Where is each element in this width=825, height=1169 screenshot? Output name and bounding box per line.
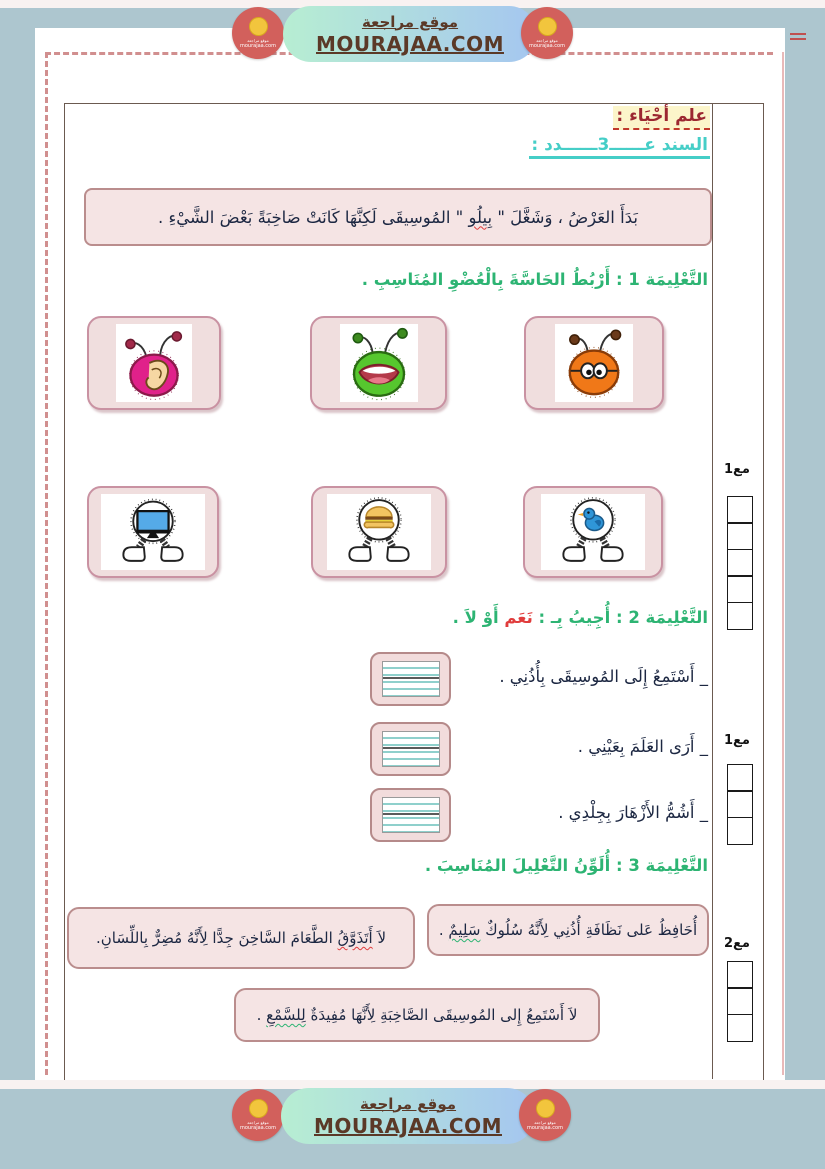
logo-book-icon (536, 1099, 555, 1118)
eyes-creature-image (555, 324, 633, 402)
site-logo-badge-footer-left (232, 1089, 284, 1141)
badge-site-name: موقع مراجعة (247, 38, 269, 43)
grading-boxes-1 (727, 497, 753, 630)
badge-site-name: موقع مراجعة (247, 1120, 269, 1125)
card-eyes-creature[interactable] (524, 316, 664, 410)
option3-marked-word: لِلسَّمْعِ (266, 1006, 306, 1024)
card-television-robot[interactable] (87, 486, 219, 578)
intro-character-name: بِيلُو (468, 207, 493, 227)
site-name-arabic[interactable]: موقع مراجعة (361, 12, 459, 31)
badge-site-url: mourajaa.com (239, 1125, 276, 1131)
margin-mark-label-1: مع1 (724, 462, 750, 477)
badge-site-url: mourajaa.com (528, 43, 565, 49)
site-domain-link[interactable]: MOURAJAA.COM (316, 31, 504, 56)
answer-lines-icon (382, 731, 440, 767)
badge-site-name: موقع مراجعة (534, 1120, 556, 1125)
subject-title: علم أحْيَاء : (540, 106, 710, 126)
margin-mark-label-2: مع1 (724, 733, 750, 748)
answer-box-3[interactable] (370, 788, 451, 842)
grading-boxes-3 (727, 962, 753, 1042)
option1-text-after: الطَّعَامَ السَّاخِنَ جِدًّا لِأَنَّهُ مُضِرٌّ بِاللِّسَانِ. (96, 929, 338, 947)
burger-creature-image (327, 494, 431, 570)
logo-book-icon (249, 1099, 268, 1118)
explanation-option-1[interactable] (67, 907, 415, 969)
answer-box-2[interactable] (370, 722, 451, 776)
option3-text-before: لاَ أَسْتَمِعُ إِلى المُوسِيقَى الصَّاخِبَةِ لِأَنَّهَا مُفِيدَةٌ (305, 1006, 578, 1024)
intro-sentence (158, 208, 638, 227)
intro-text-before: بَدَأَ العَرْضُ ، وَشَغَّلَ " (492, 207, 638, 227)
explanation-option-3[interactable] (234, 988, 600, 1042)
badge-site-url: mourajaa.com (239, 43, 276, 49)
card-bird-creature[interactable] (523, 486, 663, 578)
bird-creature-image (541, 494, 645, 570)
footer-site-banner[interactable] (281, 1088, 535, 1144)
answer-box-1[interactable] (370, 652, 451, 706)
exercise3-title: التَّعْلِيمَة 3 : أُلَوِّنُ التَّعْلِيلَ المُنَاسِبَ . (424, 856, 708, 875)
exercise1-title: التَّعْلِيمَة 1 : أَرْبُطُ الحَاسَّةَ بِالْعُضْوِ المُنَاسِبِ . (361, 270, 708, 289)
badge-site-name: موقع مراجعة (536, 38, 558, 43)
badge-site-url: mourajaa.com (526, 1125, 563, 1131)
site-logo-badge-footer-right (519, 1089, 571, 1141)
edge-marks (790, 30, 806, 43)
television-robot-image (101, 494, 205, 570)
option2-text-after: . (438, 921, 449, 939)
site-domain-link[interactable]: MOURAJAA.COM (314, 1113, 502, 1138)
mouth-creature-image (340, 324, 418, 402)
option2-text-before: أُحَافِظُ عَلى نَظَافَةِ أُذُنِي لِأَنَّهُ سُلُوكٌ (480, 921, 698, 939)
answer-lines-icon (382, 661, 440, 697)
card-mouth-creature[interactable] (310, 316, 447, 410)
logo-book-icon (249, 17, 268, 36)
dashed-border-left (45, 52, 48, 1075)
card-ear-creature[interactable] (87, 316, 221, 410)
option2-marked-word: سَلِيمٌ (448, 921, 481, 939)
site-logo-badge-left (232, 7, 284, 59)
exercise2-yes-word: نَعَم (504, 608, 533, 627)
intro-text-after: " المُوسِيقَى لَكِنَّهَا كَانَتْ صَاخِبَةً بَعْضَ الشَّيْءِ . (158, 207, 469, 227)
option1-text-before: لاَ (372, 929, 386, 947)
exercise2-title-before: التَّعْلِيمَة 2 : أُجِيبُ بِـ : (532, 608, 708, 627)
document-number-line: السند عــــــ3ــــــدد : (470, 135, 710, 155)
site-name-arabic[interactable]: موقع مراجعة (359, 1094, 457, 1113)
grading-boxes-2 (727, 765, 753, 845)
site-logo-badge-right (521, 7, 573, 59)
exercise2-title-after: أَوْ لاَ . (452, 608, 505, 627)
option3-text-after: . (256, 1006, 267, 1024)
intro-sentence-box (84, 188, 712, 246)
exercise2-title (90, 608, 708, 627)
statement-1: _ أَسْتَمِعُ إِلَى المُوسِيقَى بِأُذُنِي . (499, 667, 708, 686)
explanation-option-2[interactable] (427, 904, 709, 956)
ear-creature-image (116, 324, 192, 402)
header-site-banner[interactable] (283, 6, 537, 62)
option1-marked-word: أَتَذَوَّقُ (337, 929, 373, 947)
logo-book-icon (538, 17, 557, 36)
margin-column-divider (712, 103, 713, 1079)
statement-3: _ أَشُمُّ الأَزْهَارَ بِجِلْدِي . (558, 803, 708, 822)
statement-2: _ أَرَى العَلَمَ بِعَيْنِي . (577, 737, 708, 756)
answer-lines-icon (382, 797, 440, 833)
margin-mark-label-3: مع2 (724, 936, 750, 951)
card-burger-creature[interactable] (311, 486, 447, 578)
page-right-edge (782, 52, 784, 1075)
